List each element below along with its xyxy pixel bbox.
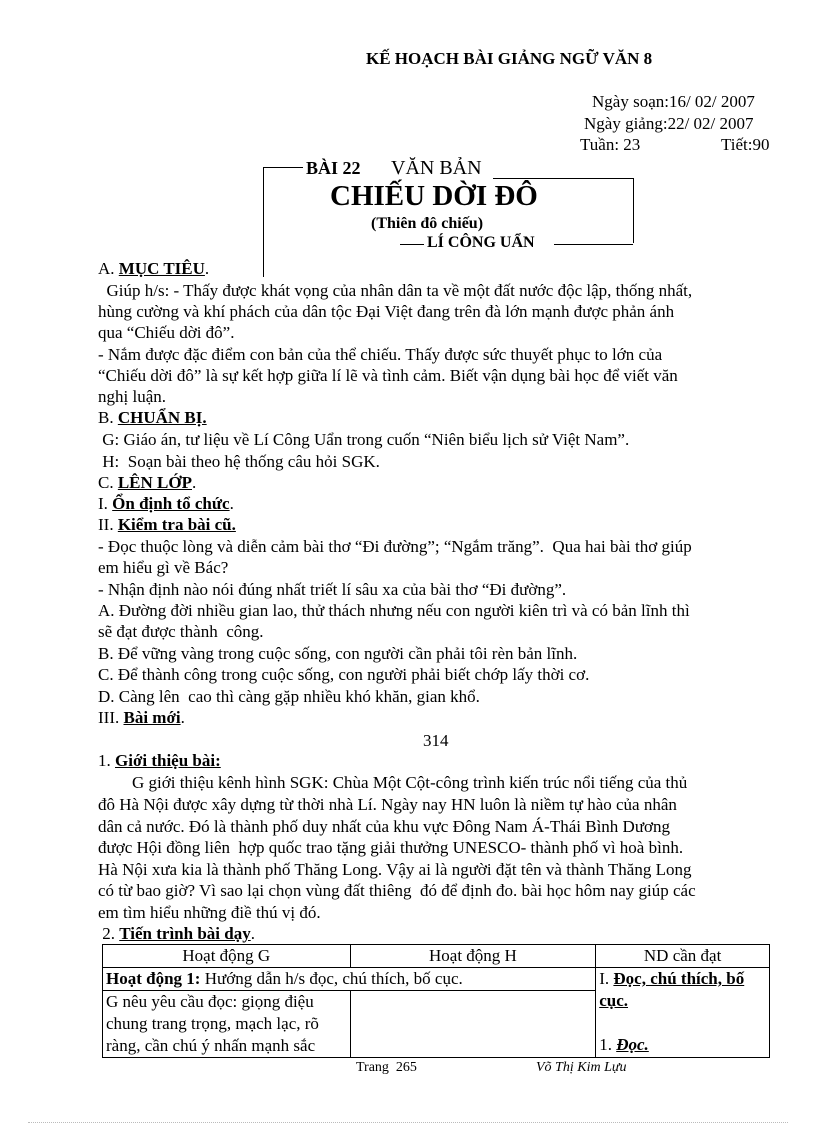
title-frame-bottom-left [400, 244, 424, 245]
section-b-heading [98, 408, 207, 428]
section-iii-title: Bài mới [123, 708, 181, 727]
content-heading [599, 968, 766, 990]
section-ii-title: Kiểm tra bài cũ. [117, 515, 236, 534]
section-a-dot: . [204, 259, 210, 278]
activity-1-text: Hướng dẫn h/s đọc, chú thích, bố cục. [200, 969, 463, 988]
section-ii-line-7: C. Để thành công trong cuộc sống, con người phải biết chớp lấy thời cơ. [98, 665, 590, 684]
section-2-dot: . [250, 924, 255, 943]
section-1-line-5: Hà Nội xưa kia là thành phố Thăng Long. Vậy ai là người đặt tên và thành Thăng Long [98, 860, 692, 879]
week-label: Tuần: 23 [580, 135, 641, 154]
section-i-dot: . [229, 494, 234, 513]
section-1-line-7: em tìm hiểu những điề thú vị đó. [98, 903, 321, 922]
section-1-line-1: G giới thiệu kênh hình SGK: Chùa Một Cột-công trình kiến trúc nổi tiếng của thủ [98, 773, 688, 792]
title-frame-top-left [263, 167, 303, 168]
section-a-title: MỤC TIÊU [118, 259, 205, 278]
section-ii-line-8: D. Càng lên cao thì càng gặp nhiều khó khăn, gian khổ. [98, 687, 480, 706]
table-header-student: Hoạt động H [350, 945, 596, 968]
activity-1-cell [103, 968, 596, 991]
section-iii-heading [98, 708, 185, 728]
content-subheading [599, 1034, 766, 1056]
section-i-title: Ổn định tổ chức [112, 494, 230, 513]
lesson-author: LÍ CÔNG UẨN [427, 234, 535, 251]
activity-1-label: Hoạt động 1: [106, 969, 201, 988]
section-ii-line-4: A. Đường đời nhiều gian lao, thử thách nhưng nếu con người kiên trì và có bản lĩnh thì [98, 601, 690, 620]
section-b-line-2: H: Soạn bài theo hệ thống câu hỏi SGK. [98, 452, 380, 471]
section-b-prefix: B. [98, 408, 114, 427]
teacher-line-1: G nêu yêu cầu đọc: giọng điệu [106, 992, 314, 1011]
section-1-line-4: được Hội đồng liên hợp quốc trao tặng giải thưởng UNESCO- thành phố vì hoà bình. [98, 838, 684, 857]
section-2-heading [98, 924, 255, 944]
title-frame-left [263, 167, 264, 277]
section-ii-line-3: - Nhận định nào nói đúng nhất triết lí sâu xa của bài thơ “Đi đường”. [98, 580, 567, 599]
section-a-prefix: A. [98, 259, 115, 278]
teacher-line-3: ràng, cần chú ý nhấn mạnh sắc [106, 1036, 316, 1055]
title-frame-right [633, 178, 634, 243]
section-1-prefix: 1. [98, 751, 111, 770]
document-title: KẾ HOẠCH BÀI GIẢNG NGỮ VĂN 8 [366, 49, 653, 68]
section-2-prefix: 2. [98, 924, 115, 943]
table-header-row [103, 945, 770, 968]
section-i-prefix: I. [98, 494, 108, 513]
date-prepared: Ngày soạn:16/ 02/ 2007 [592, 92, 755, 111]
footer-author: Võ Thị Kim Lựu [536, 1060, 627, 1075]
table-header-content: ND cần đạt [596, 945, 770, 968]
title-frame-top-right [493, 178, 633, 179]
content-heading-text: Đọc, chú thích, bố [613, 969, 745, 988]
section-a-heading [98, 259, 209, 279]
section-c-title: LÊN LỚP [117, 473, 192, 492]
section-a-line-6: nghị luận. [98, 387, 166, 406]
lesson-main-title: CHIẾU DỜI ĐÔ [330, 180, 538, 212]
section-c-heading [98, 473, 196, 493]
section-1-title: Giới thiệu bài: [115, 751, 221, 770]
content-sub-prefix: 1. [599, 1035, 612, 1054]
table-row [103, 968, 770, 991]
section-a-line-1: Giúp h/s: - Thấy được khát vọng của nhân dân ta về một đất nước độc lập, thống nhất, [98, 281, 693, 300]
text-type-label: VĂN BẢN [391, 157, 482, 179]
section-1-line-2: đô Hà Nội được xây dựng từ thời nhà Lí. Ngày nay HN luôn là niềm tự hào của nhân [98, 795, 677, 814]
section-a-line-5: “Chiếu dời đô” là sự kết hợp giữa lí lẽ và tình cảm. Biết vận dụng bài học để viết văn [98, 366, 678, 385]
content-heading-prefix: I. [599, 969, 610, 988]
section-ii-prefix: II. [98, 515, 114, 534]
content-heading-cont: cục. [599, 991, 629, 1010]
section-a-line-3: qua “Chiếu dời đô”. [98, 323, 235, 342]
section-a-line-2: hùng cường và khí phách của dân tộc Đại Việt đang trên đà lớn mạnh được phản ánh [98, 302, 675, 321]
section-b-line-1: G: Giáo án, tư liệu về Lí Công Uẩn trong cuốn “Niên biểu lịch sử Việt Nam”. [98, 430, 630, 449]
section-iii-prefix: III. [98, 708, 120, 727]
title-frame-bottom-right [554, 244, 633, 245]
section-iii-dot: . [180, 708, 185, 727]
section-c-dot: . [192, 473, 197, 492]
lesson-number: BÀI 22 [306, 158, 361, 178]
lesson-alt-title: (Thiên đô chiếu) [371, 215, 484, 232]
section-1-line-3: dân cả nước. Đó là thành phố duy nhất của khu vực Đông Nam Á-Thái Bình Dương [98, 817, 671, 836]
student-cell [350, 991, 596, 1058]
teacher-line-2: chung trang trọng, mạch lạc, rõ [106, 1014, 319, 1033]
section-ii-line-2: em hiểu gì về Bác? [98, 558, 229, 577]
page-mark: 314 [423, 731, 449, 750]
section-c-prefix: C. [98, 473, 114, 492]
content-sub-text: Đọc. [616, 1035, 649, 1054]
footer-page: Trang 265 [356, 1060, 417, 1075]
section-b-title: CHUẨN BỊ. [117, 408, 207, 427]
section-ii-line-6: B. Để vững vàng trong cuộc sống, con người cần phải tôi rèn bản lĩnh. [98, 644, 578, 663]
section-ii-line-1: - Đọc thuộc lòng và diễn cảm bài thơ “Đi đường”; “Ngắm trăng”. Qua hai bài thơ giúp [98, 537, 692, 556]
section-ii-heading [98, 515, 236, 535]
section-ii-line-5: sẽ đạt được thành công. [98, 622, 264, 641]
section-2-title: Tiến trình bài dạy [119, 924, 251, 943]
period-label: Tiết:90 [721, 135, 770, 154]
section-a-line-4: - Nắm được đặc điểm con bản của thể chiếu. Thấy được sức thuyết phục to lớn của [98, 345, 663, 364]
date-taught: Ngày giảng:22/ 02/ 2007 [584, 114, 754, 133]
section-1-heading [98, 751, 221, 771]
teacher-cell [103, 991, 351, 1058]
section-1-line-6: có từ bao giờ? Vì sao lại chọn vùng đất thiêng đó để định đo. bài học hôm nay giúp các [98, 881, 696, 900]
section-i-heading [98, 494, 234, 514]
content-cell [596, 968, 770, 1058]
lesson-plan-table [102, 944, 770, 1058]
table-header-teacher: Hoạt động G [103, 945, 351, 968]
